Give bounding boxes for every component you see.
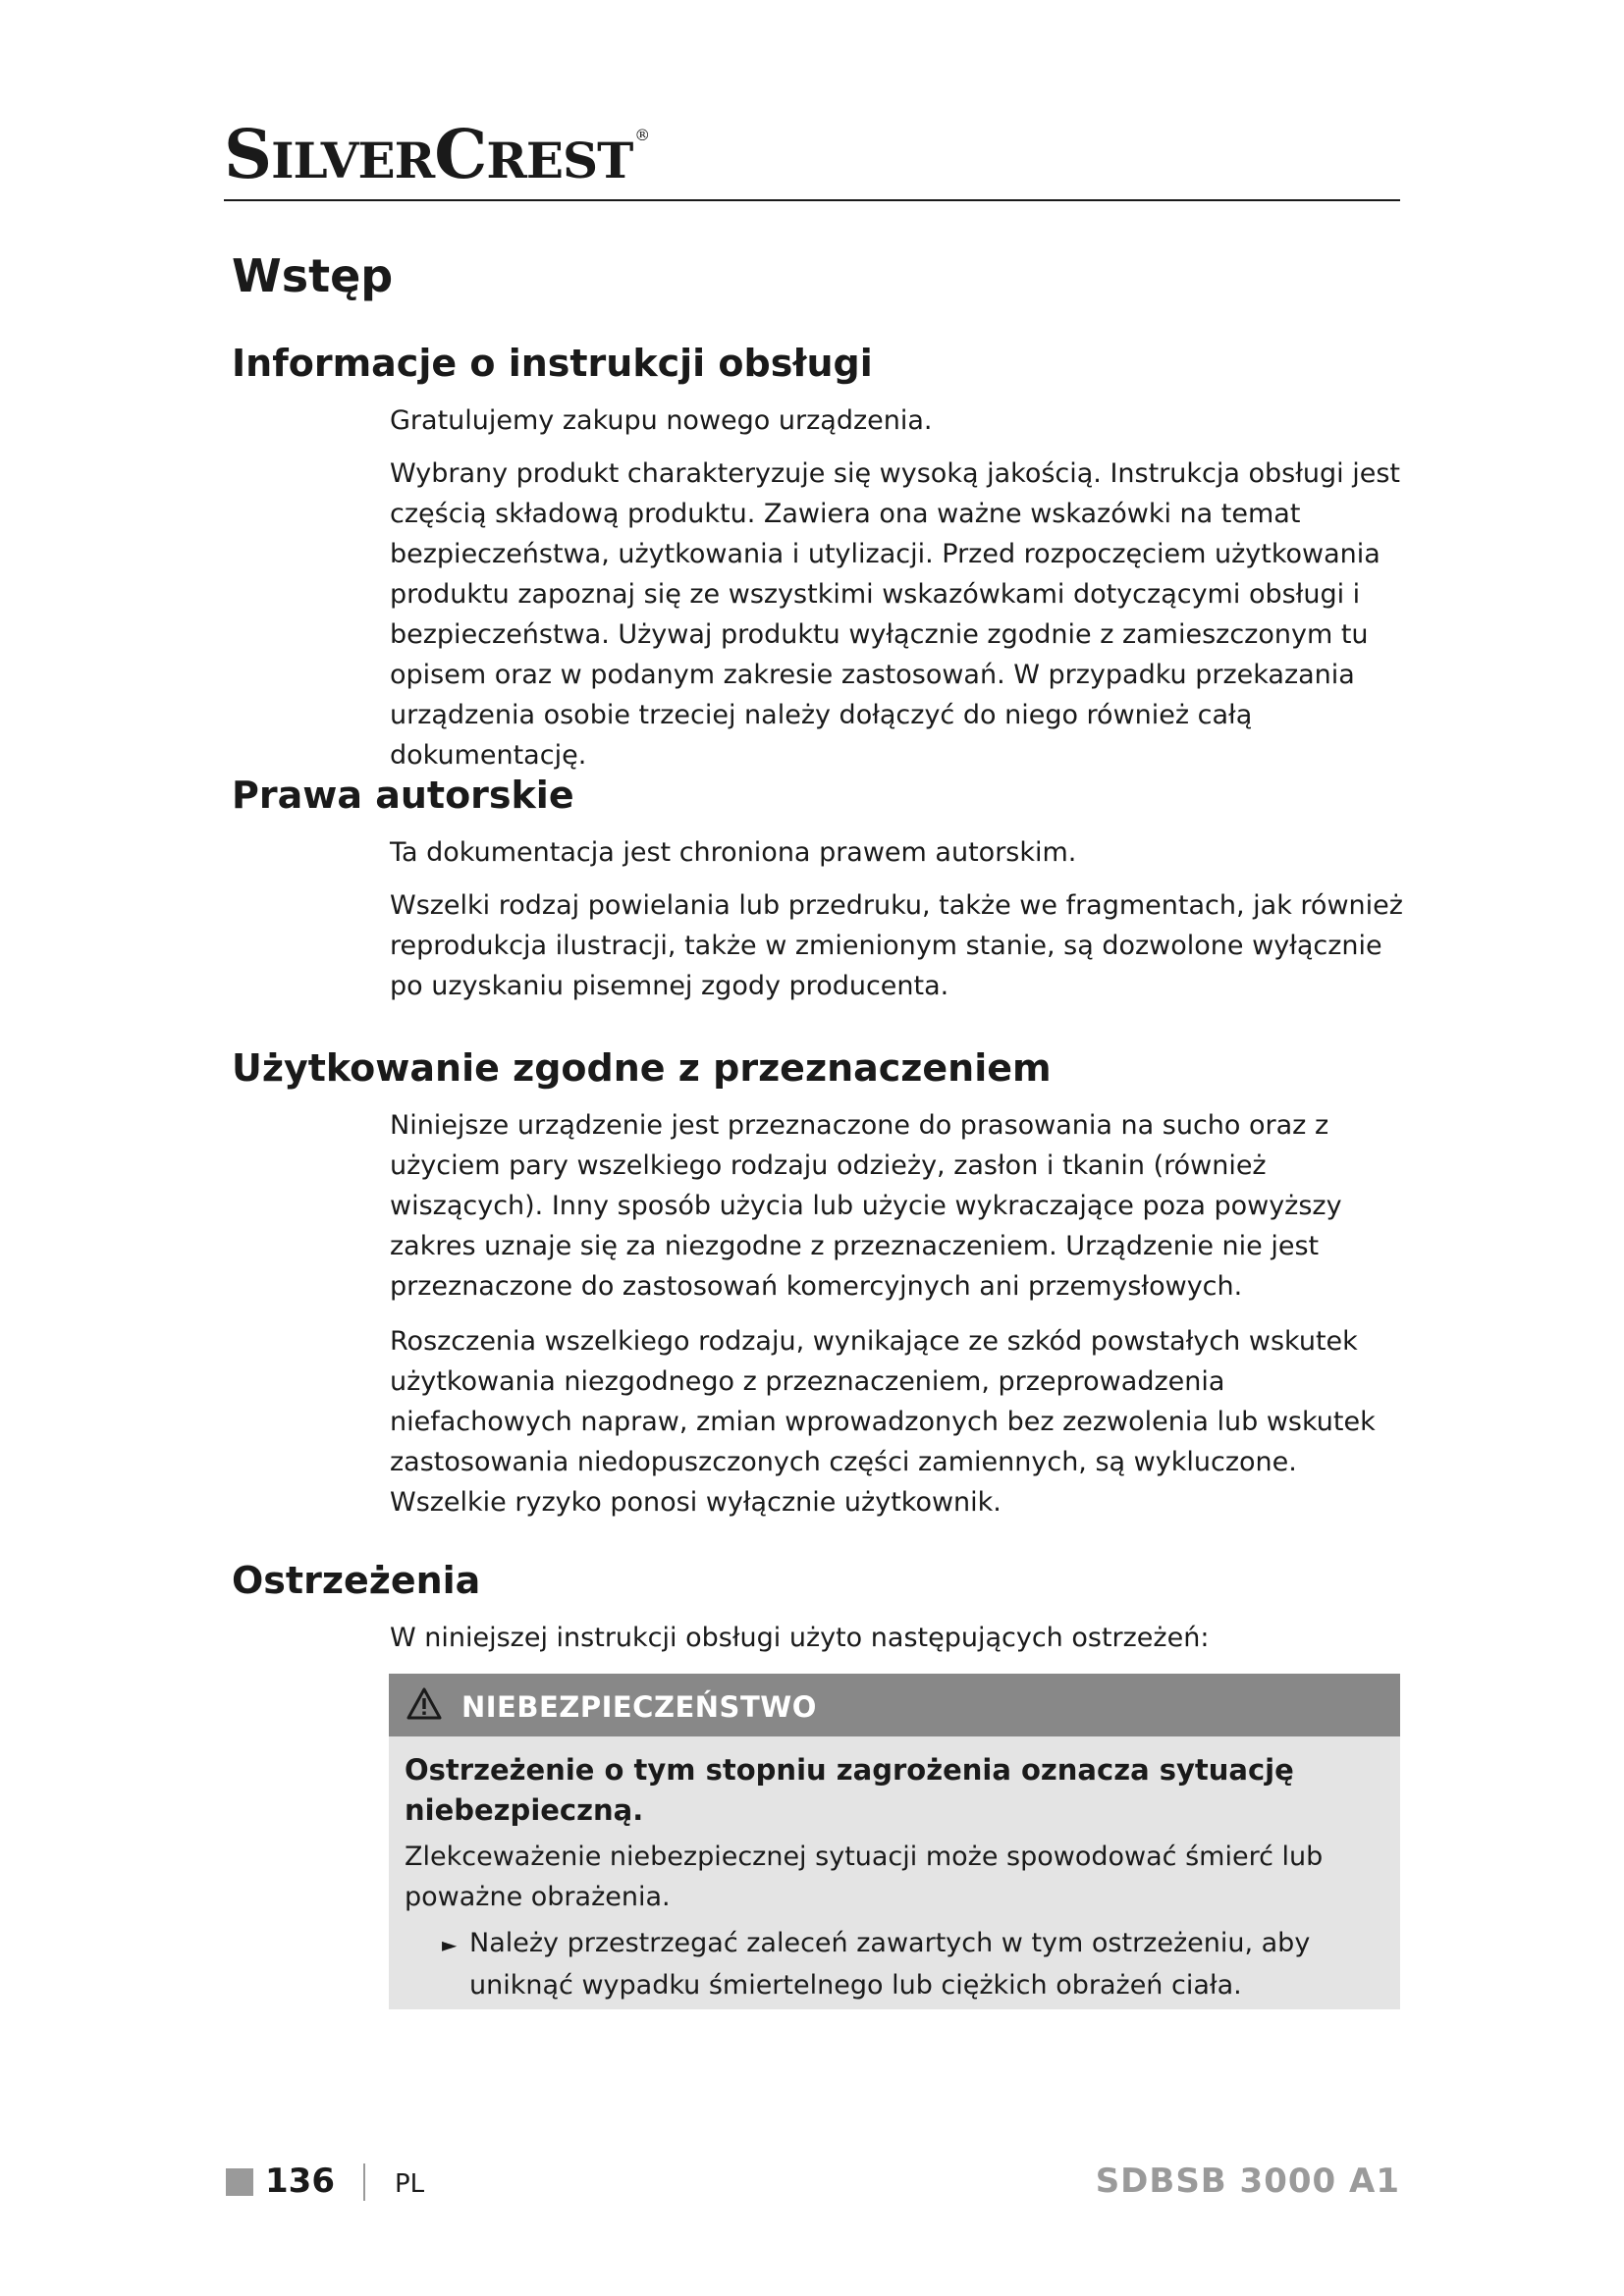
- page-number: 136: [265, 2162, 335, 2201]
- paragraph-congrats: Gratulujemy zakupu nowego urządzenia.: [390, 405, 933, 436]
- header-rule: [224, 199, 1400, 201]
- paragraph-warnings-intro: W niniejszej instrukcji obsługi użyto następujących ostrzeżeń:: [390, 1623, 1210, 1653]
- heading-instructions: Informacje o instrukcji obsługi: [232, 342, 873, 385]
- paragraph-claims: Roszczenia wszelkiego rodzaju, wynikające ze szkód powstałych wskutek użytkowania niezgodnego z przeznaczeniem, przeprowadzenia niefachowych napraw, zmian wprowadzonych bez zezwolenia lub wskutek zastosowania niedopuszczonych części zamiennych, są wykluczone. Wszelkie ryzyko ponosi wyłącznie użytkownik.: [390, 1326, 1376, 1518]
- silvercrest-logo: SILVERCREST ®: [224, 116, 650, 194]
- paragraph-product-info: Wybrany produkt charakteryzuje się wysoką jakością. Instrukcja obsługi jest częścią składową produktu. Zawiera ona ważne wskazówki na temat bezpieczeństwa, użytkowania i utylizacji. Przed rozpoczęciem użytkowania produktu zapoznaj się ze wszystkimi wskazówkami dotyczącymi obsługi i bezpieczeństwa. Używaj produktu wyłącznie zgodnie z zamieszczonym tu opisem oraz w podanym zakresie zastosowań. W przypadku przekazania urządzenia osobie trzeciej należy dołączyć do niego również całą dokumentację.: [390, 458, 1401, 771]
- danger-warning-step-text: Należy przestrzegać zaleceń zawartych w tym ostrzeżeniu, aby uniknąć wypadku śmiertelnego lub ciężkich obrażeń ciała.: [469, 1928, 1311, 2001]
- model-number: SDBSB 3000 A1: [1095, 2162, 1400, 2201]
- warning-triangle-icon: [406, 1687, 442, 1721]
- page-title: Wstęp: [232, 249, 394, 302]
- heading-copyright: Prawa autorskie: [232, 774, 574, 817]
- danger-warning-box: [389, 1674, 1400, 2009]
- language-code: PL: [395, 2169, 425, 2199]
- paragraph-intended-use: Niniejsze urządzenie jest przeznaczone do prasowania na sucho oraz z użyciem pary wszelkiego rodzaju odzieży, zasłon i tkanin (również wiszących). Inny sposób użycia lub użycie wykraczające poza powyższy zakres uznaje się za niezgodne z przeznaczeniem. Urządzenie nie jest przeznaczone do zastosowań komercyjnych ani przemysłowych.: [390, 1110, 1342, 1302]
- footer-separator: [363, 2163, 365, 2201]
- paragraph-copyright: Ta dokumentacja jest chroniona prawem autorskim.: [390, 837, 1077, 868]
- paragraph-reproduction: Wszelki rodzaj powielania lub przedruku, także we fragmentach, jak również reprodukcja ilustracji, także w zmienionym stanie, są dozwolone wyłącznie po uzyskaniu pisemnej zgody producenta.: [390, 890, 1403, 1001]
- heading-warnings: Ostrzeżenia: [232, 1559, 481, 1602]
- danger-warning-step: [442, 1923, 1412, 2005]
- danger-warning-header: [389, 1674, 1400, 1736]
- danger-warning-bold-text: Ostrzeżenie o tym stopniu zagrożenia oznacza sytuację niebezpieczną.: [405, 1753, 1294, 1827]
- heading-intended-use: Użytkowanie zgodne z przeznaczeniem: [232, 1046, 1052, 1090]
- arrow-right-icon: ►: [442, 1933, 458, 1956]
- danger-warning-text: Zlekceważenie niebezpiecznej sytuacji może spowodować śmierć lub poważne obrażenia.: [405, 1842, 1324, 1912]
- danger-warning-title: NIEBEZPIECZEŃSTWO: [461, 1690, 817, 1724]
- footer-square-icon: [226, 2168, 253, 2196]
